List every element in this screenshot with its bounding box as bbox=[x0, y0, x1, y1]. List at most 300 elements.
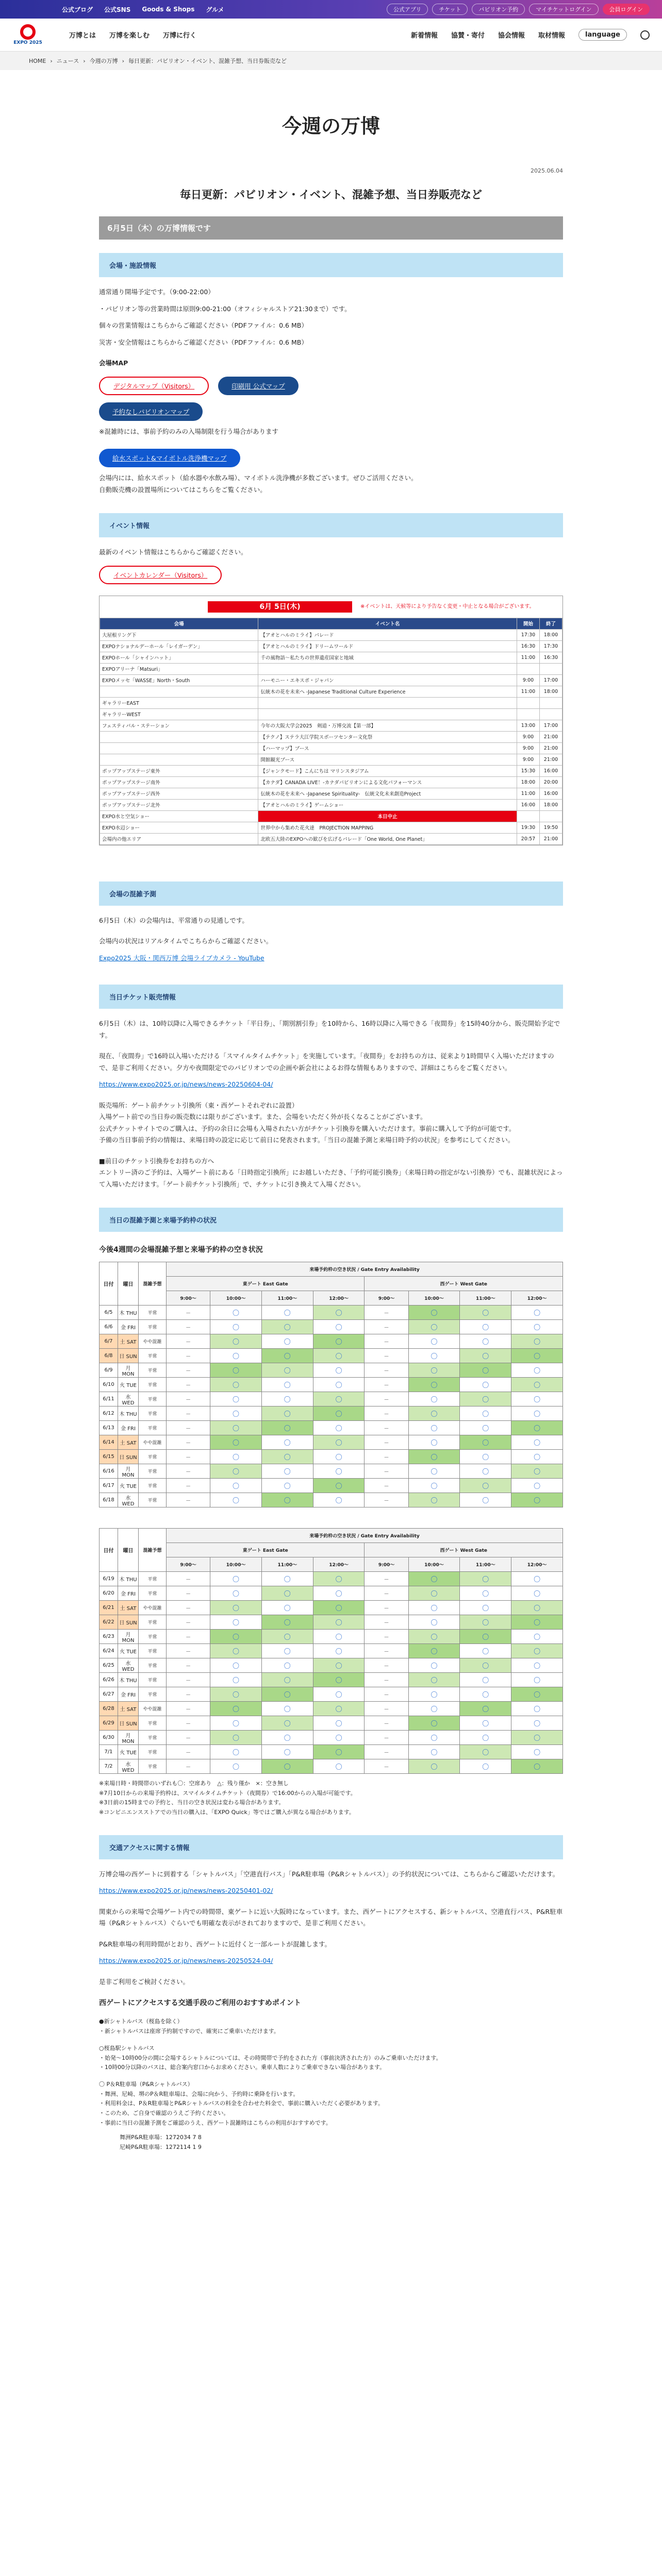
legend-1: ※来場日時・時間帯のいずれも〇：空席あり △：残り僅か ×：空き無し bbox=[99, 1780, 289, 1787]
ticket-number-1: 舞洲P&R駐車場：1272034 7 8 bbox=[120, 2134, 202, 2141]
cg-row bbox=[100, 1601, 563, 1615]
recommend-item: ●新シャトルバス（桜島を除く） bbox=[99, 2018, 183, 2025]
access-text-4: 是非ご利用をご検討ください。 bbox=[99, 1977, 190, 1986]
cg-cell: 〇 bbox=[511, 1450, 563, 1464]
cg-cell: 〇 bbox=[313, 1349, 365, 1363]
cg-day: 日 SUN bbox=[118, 1450, 139, 1464]
cg-cell: 〇 bbox=[511, 1716, 563, 1731]
access-text-1: 万博会場の西ゲートに到着する「シャトルバス」「空港直行バス」「P&R駐車場（P&Rシャトルバス）」の予約状況については、こちらからご確認いただけます。 bbox=[99, 1870, 559, 1878]
nav-association[interactable]: 協会情報 bbox=[498, 32, 525, 40]
cg-head-time: 11:00〜 bbox=[261, 1557, 313, 1572]
member-login-button[interactable]: 会員ログイン bbox=[603, 4, 650, 15]
cg-cell: 〇 bbox=[408, 1745, 460, 1759]
cg-cell: 〇 bbox=[261, 1392, 313, 1406]
cg-date: 6/25 bbox=[100, 1658, 118, 1673]
cg-head-time: 9:00〜 bbox=[167, 1557, 210, 1572]
cg-cell: 〇 bbox=[408, 1493, 460, 1507]
cg-cell: 〇 bbox=[261, 1406, 313, 1421]
topbar-link-sns[interactable]: 公式SNS bbox=[104, 6, 131, 13]
crumb-sep-icon: › bbox=[122, 57, 125, 64]
cg-cell: 〇 bbox=[313, 1601, 365, 1615]
cg-cell: － bbox=[365, 1464, 408, 1479]
cg-cell: 〇 bbox=[408, 1601, 460, 1615]
pavilion-reserve-button[interactable]: パビリオン予約 bbox=[472, 4, 525, 15]
ticket-text-8: エントリー済のご予約は、入場ゲート前にある「日時指定引換所」にお越しいただき、「予約可能引換券」（来場日時の指定がない引換券）でも、混雑状況によって入場いただけます。「ゲート前チケット引換所」で、チケットに引き換えて入場ください。 bbox=[99, 1168, 563, 1188]
cg-cell: － bbox=[167, 1320, 210, 1334]
schedule-event: 伝統木の花を未来へ -Japanese Spirituality- 伝統文化未来創造Project bbox=[258, 788, 517, 799]
cg-day: 日 SUN bbox=[118, 1349, 139, 1363]
cg-date: 6/26 bbox=[100, 1673, 118, 1687]
cg-day: 金 FRI bbox=[118, 1687, 139, 1702]
schedule-venue: EXPOメッセ「WASSE」North・South bbox=[100, 674, 258, 686]
cg-status: 平常 bbox=[139, 1759, 167, 1774]
section-access: 交通アクセスに関する情報 bbox=[99, 1835, 563, 1859]
cg-cell: 〇 bbox=[511, 1759, 563, 1774]
schedule-row bbox=[100, 629, 562, 640]
cg-cell: 〇 bbox=[460, 1759, 511, 1774]
top-bar bbox=[0, 0, 662, 19]
crumb-home[interactable]: HOME bbox=[29, 57, 46, 64]
cg-cell: － bbox=[167, 1630, 210, 1644]
schedule-event bbox=[258, 697, 517, 708]
cg-row bbox=[100, 1630, 563, 1644]
schedule-ribbon: 6月 5日(木) bbox=[208, 601, 352, 613]
nav-about[interactable]: 万博とは bbox=[69, 32, 96, 40]
schedule-event bbox=[258, 663, 517, 674]
cg-cell: 〇 bbox=[460, 1421, 511, 1435]
cg-row bbox=[100, 1586, 563, 1601]
cg-cell: － bbox=[365, 1745, 408, 1759]
cg-row bbox=[100, 1406, 563, 1421]
cg-cell: 〇 bbox=[408, 1630, 460, 1644]
cg-day: 月 MON bbox=[118, 1363, 139, 1378]
cg-row bbox=[100, 1392, 563, 1406]
cg-cell: 〇 bbox=[511, 1601, 563, 1615]
no-reserve-map-button[interactable]: 予約なしパビリオンマップ bbox=[99, 402, 203, 421]
cg-cell: 〇 bbox=[408, 1716, 460, 1731]
cg-cell: 〇 bbox=[460, 1349, 511, 1363]
access-link-1-text[interactable]: https://www.expo2025.or.jp/news/news-20250401-02/ bbox=[99, 1887, 273, 1895]
col-start: 開始 bbox=[517, 618, 540, 629]
schedule-event: ハーモニー・エキスポ・ジャパン bbox=[258, 674, 517, 686]
legend-3: ※3日前の15時までの予約と、当日の空き状況は変わる場合があります。 bbox=[99, 1799, 285, 1806]
schedule-venue: 会場内の他エリア bbox=[100, 833, 258, 844]
cg-row bbox=[100, 1306, 563, 1320]
cg-cell: 〇 bbox=[460, 1435, 511, 1450]
schedule-end: 17:00 bbox=[540, 674, 562, 686]
cg-cell: － bbox=[167, 1745, 210, 1759]
cg-status: 平常 bbox=[139, 1349, 167, 1363]
schedule-row bbox=[100, 742, 562, 754]
schedule-row bbox=[100, 799, 562, 810]
cg-date: 6/10 bbox=[100, 1378, 118, 1392]
cg-head-time: 9:00〜 bbox=[167, 1291, 210, 1306]
legend-4: ※コンビニエンスストアでの当日の購入は、「EXPO Quick」等ではご購入が異なる場合があります。 bbox=[99, 1809, 355, 1816]
cg-day: 火 TUE bbox=[118, 1745, 139, 1759]
cg-cell: 〇 bbox=[210, 1644, 262, 1658]
access-link-2[interactable] bbox=[99, 1955, 563, 1967]
schedule-start: 18:00 bbox=[517, 776, 540, 788]
ticket-link[interactable] bbox=[99, 1079, 563, 1091]
nav-sponsor[interactable]: 協賛・寄付 bbox=[451, 32, 485, 40]
cg-cell: － bbox=[365, 1493, 408, 1507]
recommend-item: ・新シャトルバスは座席予約制ですので、確実にご乗車いただけます。 bbox=[99, 2028, 279, 2035]
cg-head-time: 10:00〜 bbox=[408, 1291, 460, 1306]
ticket-text-2: 現在、「夜間券」で16時以入場いただける「スマイルタイムチケット」を実施しています。「夜間券」をお持ちの方は、従来より1時間早く入場いただけますので、是非ご利用ください。夕方や夜間限定でのパビリオンでの企画や新会社によるお得な情報もありますので、詳細はこちらをご覧ください。 bbox=[99, 1052, 554, 1072]
ticket-link-text[interactable]: https://www.expo2025.or.jp/news/news-20250604-04/ bbox=[99, 1080, 273, 1088]
congestion-table-2 bbox=[99, 1528, 563, 1774]
schedule-end: 16:00 bbox=[540, 788, 562, 799]
cg-cell: 〇 bbox=[511, 1702, 563, 1716]
cg-cell: 〇 bbox=[261, 1687, 313, 1702]
map-buttons-2 bbox=[99, 402, 563, 421]
cg-date: 6/12 bbox=[100, 1406, 118, 1421]
cg-date: 7/1 bbox=[100, 1745, 118, 1759]
event-text: 最新のイベント情報はこちらからご確認ください。 bbox=[99, 548, 247, 556]
cg-cell: － bbox=[365, 1644, 408, 1658]
schedule-row bbox=[100, 708, 562, 720]
expo-logo[interactable] bbox=[12, 20, 43, 50]
schedule-end: 19:50 bbox=[540, 822, 562, 833]
cg-cell: 〇 bbox=[210, 1586, 262, 1601]
cg-cell: － bbox=[365, 1586, 408, 1601]
cg-cell: 〇 bbox=[460, 1479, 511, 1493]
cg-head-west: 西ゲート West Gate bbox=[365, 1543, 563, 1557]
ticket-text-5: 公式チケットサイトでのご購入は、予約の余日に会場も入場されたい方がチケット引換券を購入いただけます。事前に購入して予約が可能です。 bbox=[99, 1124, 516, 1132]
schedule-venue: ポップアップステージ北外 bbox=[100, 799, 258, 810]
cg-cell: － bbox=[365, 1406, 408, 1421]
cg-cell: － bbox=[365, 1572, 408, 1586]
schedule-start: 11:00 bbox=[517, 652, 540, 663]
crumb-weekly[interactable]: 今週の万博 bbox=[89, 58, 118, 64]
schedule-venue: EXPO水辺ショー bbox=[100, 822, 258, 833]
cg-cell: 〇 bbox=[313, 1658, 365, 1673]
cg-cell: 〇 bbox=[408, 1615, 460, 1630]
cg-status: 平常 bbox=[139, 1716, 167, 1731]
cg-cell: － bbox=[167, 1464, 210, 1479]
cg-row bbox=[100, 1334, 563, 1349]
cg-cell: 〇 bbox=[313, 1493, 365, 1507]
access-link-2-text[interactable]: https://www.expo2025.or.jp/news/news-20250524-04/ bbox=[99, 1957, 273, 1965]
cg-cell: 〇 bbox=[210, 1630, 262, 1644]
schedule-event: 【カナダ】CANADA LIVE！-カナダパビリオンによる文化パフォーマンス bbox=[258, 776, 517, 788]
cg-cell: 〇 bbox=[210, 1493, 262, 1507]
cg-row bbox=[100, 1759, 563, 1774]
cg-day: 土 SAT bbox=[118, 1435, 139, 1450]
event-calendar-button[interactable]: イベントカレンダー（Visitors） bbox=[99, 566, 222, 584]
nav-press[interactable]: 取材情報 bbox=[538, 32, 566, 40]
cg-cell: 〇 bbox=[408, 1586, 460, 1601]
cg-cell: － bbox=[365, 1702, 408, 1716]
cg-cell: 〇 bbox=[511, 1320, 563, 1334]
schedule-venue: ポップアップステージ東外 bbox=[100, 765, 258, 776]
cg-cell: 〇 bbox=[408, 1687, 460, 1702]
cg-cell: 〇 bbox=[460, 1702, 511, 1716]
digital-map-button[interactable]: デジタルマップ（Visitors） bbox=[99, 377, 209, 395]
cg-cell: 〇 bbox=[408, 1363, 460, 1378]
cg-cell: － bbox=[365, 1435, 408, 1450]
cg-cell: － bbox=[365, 1615, 408, 1630]
schedule-end: 17:00 bbox=[540, 720, 562, 731]
cg-cell: 〇 bbox=[408, 1479, 460, 1493]
access-link-1[interactable] bbox=[99, 1885, 563, 1897]
schedule-start bbox=[517, 810, 540, 822]
cg-cell: 〇 bbox=[460, 1615, 511, 1630]
cg-head-time: 12:00〜 bbox=[511, 1291, 563, 1306]
schedule-event: 【アオとハルのミライ】ドリームワールド bbox=[258, 640, 517, 652]
cg-cell: 〇 bbox=[460, 1493, 511, 1507]
cg-cell: 〇 bbox=[210, 1658, 262, 1673]
cg-day: 火 TUE bbox=[118, 1479, 139, 1493]
schedule-event: 【ジャンクモード】こんにちは マリンスタジアム bbox=[258, 765, 517, 776]
schedule-start bbox=[517, 697, 540, 708]
cg-cell: － bbox=[167, 1349, 210, 1363]
schedule-venue: ポップアップステージ西外 bbox=[100, 788, 258, 799]
congestion-table-title: 今後4週間の会場混雑予想と来場予約枠の空き状況 bbox=[99, 1246, 263, 1254]
search-icon[interactable] bbox=[640, 30, 650, 40]
cg-status: 平常 bbox=[139, 1320, 167, 1334]
cg-day: 水 WED bbox=[118, 1759, 139, 1774]
day-bar: 6月5日（木）の万博情報です bbox=[99, 216, 563, 240]
schedule-note: ※イベントは、天候等により予告なく変更・中止となる場合がございます。 bbox=[360, 604, 535, 609]
cg-cell: － bbox=[365, 1306, 408, 1320]
schedule-event: 開館観光ブース bbox=[258, 754, 517, 765]
cg-cell: 〇 bbox=[460, 1601, 511, 1615]
schedule-row bbox=[100, 720, 562, 731]
schedule-start bbox=[517, 708, 540, 720]
cg-cell: 〇 bbox=[460, 1378, 511, 1392]
live-camera-link[interactable] bbox=[99, 953, 563, 964]
cg-cell: 〇 bbox=[313, 1572, 365, 1586]
cg-cell: 〇 bbox=[210, 1731, 262, 1745]
cg-cell: 〇 bbox=[460, 1687, 511, 1702]
cg-cell: 〇 bbox=[460, 1363, 511, 1378]
cg-date: 6/6 bbox=[100, 1320, 118, 1334]
schedule-end: 18:00 bbox=[540, 686, 562, 697]
recommend-item: ・10時00分以降のバスは、総合案内窓口からお求めください。乗車人数によりご乗車できない場合があります。 bbox=[99, 2064, 386, 2071]
cg-head-time: 11:00〜 bbox=[460, 1291, 511, 1306]
topbar-link-gourmet[interactable]: グルメ bbox=[206, 6, 224, 13]
cg-status: 平常 bbox=[139, 1406, 167, 1421]
cg-status: やや混雑 bbox=[139, 1334, 167, 1349]
global-nav bbox=[69, 30, 196, 40]
cg-cell: 〇 bbox=[460, 1586, 511, 1601]
topbar-link-goods[interactable]: Goods & Shops bbox=[142, 6, 195, 13]
cg-cell: 〇 bbox=[261, 1586, 313, 1601]
topbar-right bbox=[387, 4, 662, 15]
cg-cell: － bbox=[167, 1363, 210, 1378]
cg-cell: － bbox=[365, 1392, 408, 1406]
cg-head-status: 混雑予想 bbox=[139, 1262, 167, 1306]
cg-cell: 〇 bbox=[210, 1320, 262, 1334]
cg-cell: 〇 bbox=[511, 1479, 563, 1493]
language-select[interactable]: language bbox=[578, 29, 627, 41]
app-button[interactable]: 公式アプリ bbox=[387, 4, 428, 15]
cg-cell: － bbox=[167, 1435, 210, 1450]
cg-cell: － bbox=[365, 1378, 408, 1392]
cg-row bbox=[100, 1687, 563, 1702]
cg-day: 月 MON bbox=[118, 1464, 139, 1479]
cg-cell: 〇 bbox=[313, 1421, 365, 1435]
cg-row bbox=[100, 1673, 563, 1687]
schedule-start: 16:30 bbox=[517, 640, 540, 652]
schedule-row bbox=[100, 731, 562, 742]
cg-date: 7/2 bbox=[100, 1759, 118, 1774]
cg-row bbox=[100, 1464, 563, 1479]
ticket-text-1: 6月5日（木）は、10時以降に入場できるチケット「平日券」、「期別割引券」を10時から、16時以降に入場できる「夜間券」を15時40分から、販売開始予定です。 bbox=[99, 1020, 560, 1039]
cg-head-availability: 来場予約枠の空き状況 / Gate Entry Availability bbox=[167, 1262, 563, 1277]
schedule-start: 13:00 bbox=[517, 720, 540, 731]
cg-row bbox=[100, 1435, 563, 1450]
schedule-start: 9:00 bbox=[517, 754, 540, 765]
cg-cell: 〇 bbox=[511, 1464, 563, 1479]
cg-cell: 〇 bbox=[210, 1572, 262, 1586]
crumb-news[interactable]: ニュース bbox=[56, 58, 79, 64]
schedule-venue bbox=[100, 731, 258, 742]
cg-date: 6/11 bbox=[100, 1392, 118, 1406]
cg-cell: 〇 bbox=[261, 1644, 313, 1658]
map-note: ※混雑時には、事前予約のみの入場制限を行う場合があります bbox=[99, 427, 278, 435]
cg-cell: － bbox=[365, 1673, 408, 1687]
cg-cell: 〇 bbox=[261, 1493, 313, 1507]
cg-cell: － bbox=[167, 1421, 210, 1435]
schedule-end bbox=[540, 708, 562, 720]
cg-cell: 〇 bbox=[261, 1601, 313, 1615]
site-header bbox=[0, 19, 662, 52]
cg-cell: － bbox=[365, 1658, 408, 1673]
recommend-title: 西ゲートにアクセスする交通手段のご利用のおすすめポイント bbox=[99, 1999, 301, 2008]
cg-cell: 〇 bbox=[261, 1363, 313, 1378]
cg-cell: 〇 bbox=[313, 1378, 365, 1392]
cg-cell: 〇 bbox=[210, 1759, 262, 1774]
section-ticket: 当日チケット販売情報 bbox=[99, 985, 563, 1009]
cg-cell: 〇 bbox=[261, 1479, 313, 1493]
cg-cell: － bbox=[365, 1479, 408, 1493]
cg-cell: 〇 bbox=[210, 1687, 262, 1702]
congestion-text-2: 会場内の状況はリアルタイムでこちらからご確認ください。 bbox=[99, 937, 273, 945]
section-forecast: 当日の混雑予測と来場予約枠の状況 bbox=[99, 1208, 563, 1232]
cg-status: 平常 bbox=[139, 1630, 167, 1644]
crumb-sep-icon: › bbox=[83, 57, 86, 64]
cg-cell: 〇 bbox=[210, 1450, 262, 1464]
schedule-start: 20:57 bbox=[517, 833, 540, 844]
cg-cell: 〇 bbox=[511, 1572, 563, 1586]
cg-head-west: 西ゲート West Gate bbox=[365, 1277, 563, 1291]
schedule-start: 11:00 bbox=[517, 788, 540, 799]
nav-visit[interactable]: 万博に行く bbox=[163, 32, 197, 40]
ticket-number-2: 尼崎P&R駐車場：1272114 1 9 bbox=[120, 2144, 202, 2150]
cg-cell: 〇 bbox=[261, 1320, 313, 1334]
cg-cell: 〇 bbox=[511, 1745, 563, 1759]
cg-cell: － bbox=[167, 1687, 210, 1702]
cg-cell: 〇 bbox=[313, 1615, 365, 1630]
schedule-venue bbox=[100, 754, 258, 765]
schedule-row bbox=[100, 663, 562, 674]
cg-status: 平常 bbox=[139, 1572, 167, 1586]
col-event: イベント名 bbox=[258, 618, 517, 629]
schedule-venue bbox=[100, 686, 258, 697]
cg-cell: 〇 bbox=[261, 1572, 313, 1586]
cg-cell: 〇 bbox=[313, 1731, 365, 1745]
cg-cell: 〇 bbox=[460, 1406, 511, 1421]
cg-date: 6/17 bbox=[100, 1479, 118, 1493]
print-map-button[interactable]: 印刷用 公式マップ bbox=[218, 377, 298, 395]
cg-status: やや混雑 bbox=[139, 1702, 167, 1716]
cg-cell: 〇 bbox=[210, 1673, 262, 1687]
cg-cell: 〇 bbox=[460, 1658, 511, 1673]
cg-day: 火 TUE bbox=[118, 1378, 139, 1392]
cg-day: 土 SAT bbox=[118, 1601, 139, 1615]
cg-cell: 〇 bbox=[261, 1702, 313, 1716]
access-text-2: 関東からの来場で会場ゲート内での時間帯、東ゲートに近い大阪時になっています。また、西ゲートにアクセスする、新シャトルバス、空港直行バス、P&R駐車場（P&Rシャトルバス）ぐらいでも明確な表示がされておりますので、是非ご利用ください。 bbox=[99, 1907, 563, 1927]
cg-cell: 〇 bbox=[511, 1687, 563, 1702]
cg-cell: 〇 bbox=[261, 1759, 313, 1774]
cg-cell: 〇 bbox=[313, 1702, 365, 1716]
schedule-end: 16:00 bbox=[540, 765, 562, 776]
schedule-row bbox=[100, 833, 562, 844]
cg-row bbox=[100, 1363, 563, 1378]
cg-cell: 〇 bbox=[408, 1392, 460, 1406]
cg-cell: 〇 bbox=[210, 1406, 262, 1421]
cg-cell: 〇 bbox=[408, 1306, 460, 1320]
cg-head-time: 10:00〜 bbox=[408, 1557, 460, 1572]
schedule-venue: フェスティバル・ステーション bbox=[100, 720, 258, 731]
cg-cell: － bbox=[365, 1363, 408, 1378]
schedule-row bbox=[100, 765, 562, 776]
cg-cell: 〇 bbox=[408, 1673, 460, 1687]
nav-news[interactable]: 新着情報 bbox=[410, 32, 438, 40]
cg-cell: － bbox=[365, 1731, 408, 1745]
schedule-event: 【テクノ】ステラ大江学院スポーツセンター文化祭 bbox=[258, 731, 517, 742]
cg-cell: 〇 bbox=[511, 1673, 563, 1687]
cg-cell: 〇 bbox=[460, 1673, 511, 1687]
cg-cell: 〇 bbox=[313, 1320, 365, 1334]
cg-head-time: 10:00〜 bbox=[210, 1291, 262, 1306]
cg-row bbox=[100, 1615, 563, 1630]
cg-head-time: 12:00〜 bbox=[313, 1557, 365, 1572]
live-camera-link-text[interactable]: Expo2025 大阪・関西万博 会場ライブカメラ - YouTube bbox=[99, 954, 264, 962]
recommend-list bbox=[99, 2017, 563, 2128]
cg-cell: － bbox=[167, 1716, 210, 1731]
cg-cell: 〇 bbox=[210, 1334, 262, 1349]
my-ticket-login-button[interactable]: マイチケットログイン bbox=[529, 4, 598, 15]
map-label: 会場MAP bbox=[99, 359, 128, 367]
cg-head-day: 曜日 bbox=[118, 1529, 139, 1572]
recommend-item: 〇 P＆R駐車場（P&Rシャトルバス） bbox=[99, 2080, 193, 2088]
legend-2: ※7月10日からの来場予約枠は、スマイルタイムチケット（夜間券）で16:00からの入場が可能です。 bbox=[99, 1789, 356, 1797]
cg-status: 平常 bbox=[139, 1493, 167, 1507]
cg-cell: 〇 bbox=[511, 1615, 563, 1630]
cg-cell: 〇 bbox=[210, 1479, 262, 1493]
cg-row bbox=[100, 1658, 563, 1673]
cg-cell: 〇 bbox=[511, 1421, 563, 1435]
ticket-button[interactable]: チケット bbox=[432, 4, 468, 15]
cg-date: 6/18 bbox=[100, 1493, 118, 1507]
cg-cell: 〇 bbox=[210, 1702, 262, 1716]
schedule-venue: 大屋根リング下 bbox=[100, 629, 258, 640]
cg-cell: 〇 bbox=[210, 1435, 262, 1450]
cg-cell: － bbox=[365, 1759, 408, 1774]
topbar-link-blog[interactable]: 公式ブログ bbox=[62, 6, 93, 13]
cg-date: 6/21 bbox=[100, 1601, 118, 1615]
secondary-nav bbox=[411, 29, 650, 41]
nav-enjoy[interactable]: 万博を楽しむ bbox=[109, 32, 150, 40]
water-spot-map-button[interactable]: 給水スポット&マイボトル洗浄機マップ bbox=[99, 449, 240, 467]
cg-cell: 〇 bbox=[210, 1464, 262, 1479]
cg-cell: － bbox=[365, 1687, 408, 1702]
cg-cell: 〇 bbox=[408, 1406, 460, 1421]
cg-cell: 〇 bbox=[460, 1334, 511, 1349]
